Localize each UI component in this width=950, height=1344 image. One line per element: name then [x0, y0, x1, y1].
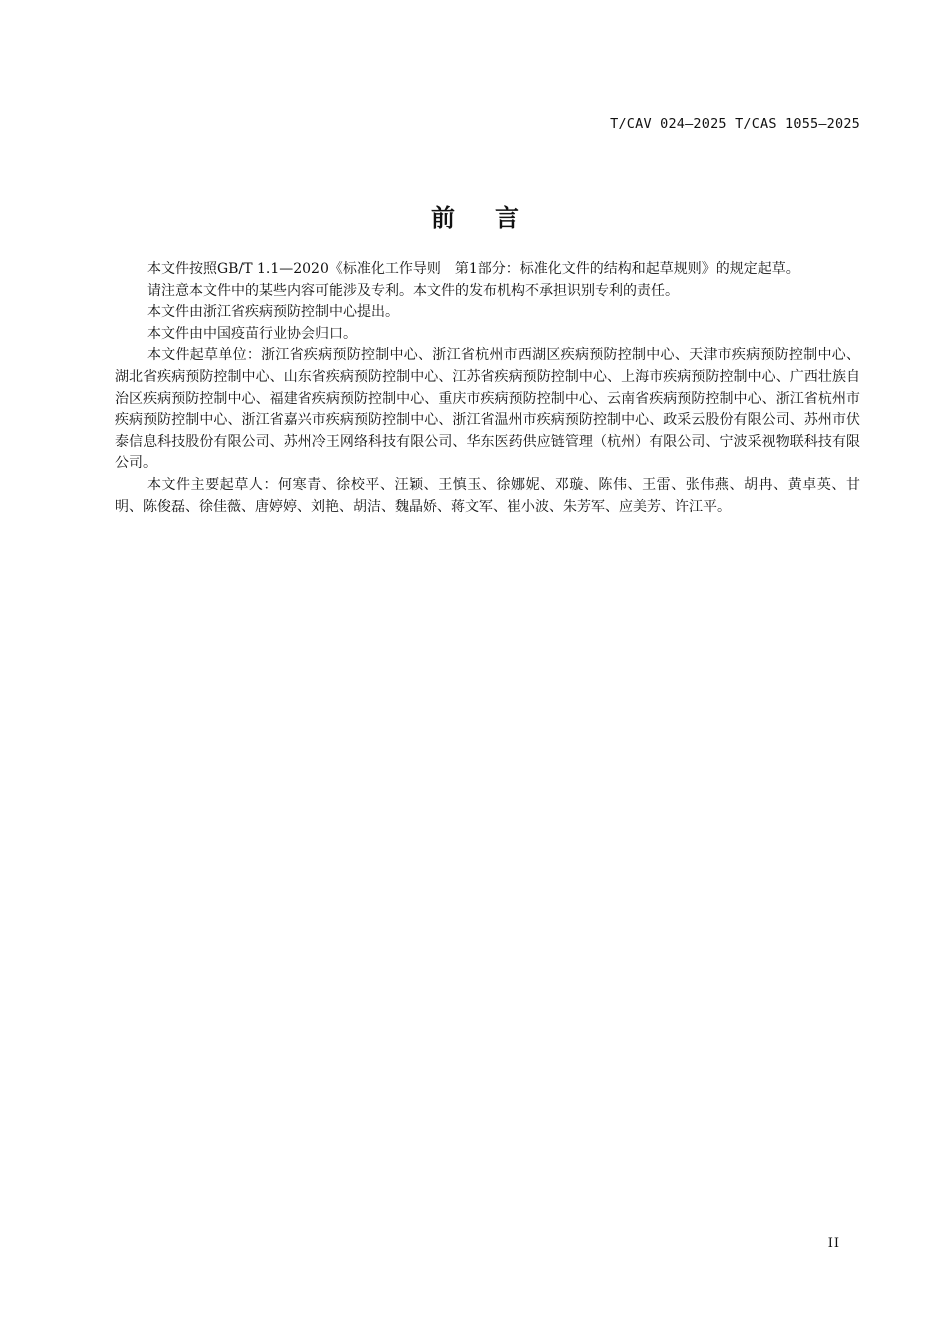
page-title: 前言	[431, 204, 559, 232]
paragraph-proposer: 本文件由浙江省疾病预防控制中心提出。	[147, 304, 399, 321]
paragraph-centralized-by: 本文件由中国疫苗行业协会归口。	[147, 325, 357, 342]
paragraph-main-drafters: 本文件主要起草人：何寒青、徐校平、汪颖、王慎玉、徐娜妮、邓璇、陈伟、王雷、张伟燕、胡冉、黄卓英、甘明、陈俊磊、徐佳薇、唐婷婷、刘艳、胡洁、魏晶娇、蒋文军、崔小波、朱芳军、应美芳、许江平。	[115, 476, 860, 515]
standard-number: T/CAV 024—2025 T/CAS 1055—2025	[610, 116, 860, 132]
paragraph-drafting-units: 本文件起草单位：浙江省疾病预防控制中心、浙江省杭州市西湖区疾病预防控制中心、天津市疾病预防控制中心、湖北省疾病预防控制中心、山东省疾病预防控制中心、江苏省疾病预防控制中心、上海市疾病预防控制中心、广西壮族自治区疾病预防控制中心、福建省疾病预防控制中心、重庆市疾病预防控制中心、云南省疾病预防控制中心、浙江省杭州市疾病预防控制中心、浙江省嘉兴市疾病预防控制中心、浙江省温州市疾病预防控制中心、政采云股份有限公司、苏州市伏泰信息科技股份有限公司、苏州冷王网络科技有限公司、华东医药供应链管理（杭州）有限公司、宁波采视物联科技有限公司。	[115, 347, 860, 472]
page-number: II	[827, 1236, 840, 1251]
paragraph-patent-notice: 请注意本文件中的某些内容可能涉及专利。本文件的发布机构不承担识别专利的责任。	[147, 282, 679, 299]
foreword-body	[115, 259, 860, 518]
paragraph-drafting-rules: 本文件按照GB/T 1.1—2020《标准化工作导则 第1部分：标准化文件的结构和起草规则》的规定起草。	[147, 261, 800, 277]
